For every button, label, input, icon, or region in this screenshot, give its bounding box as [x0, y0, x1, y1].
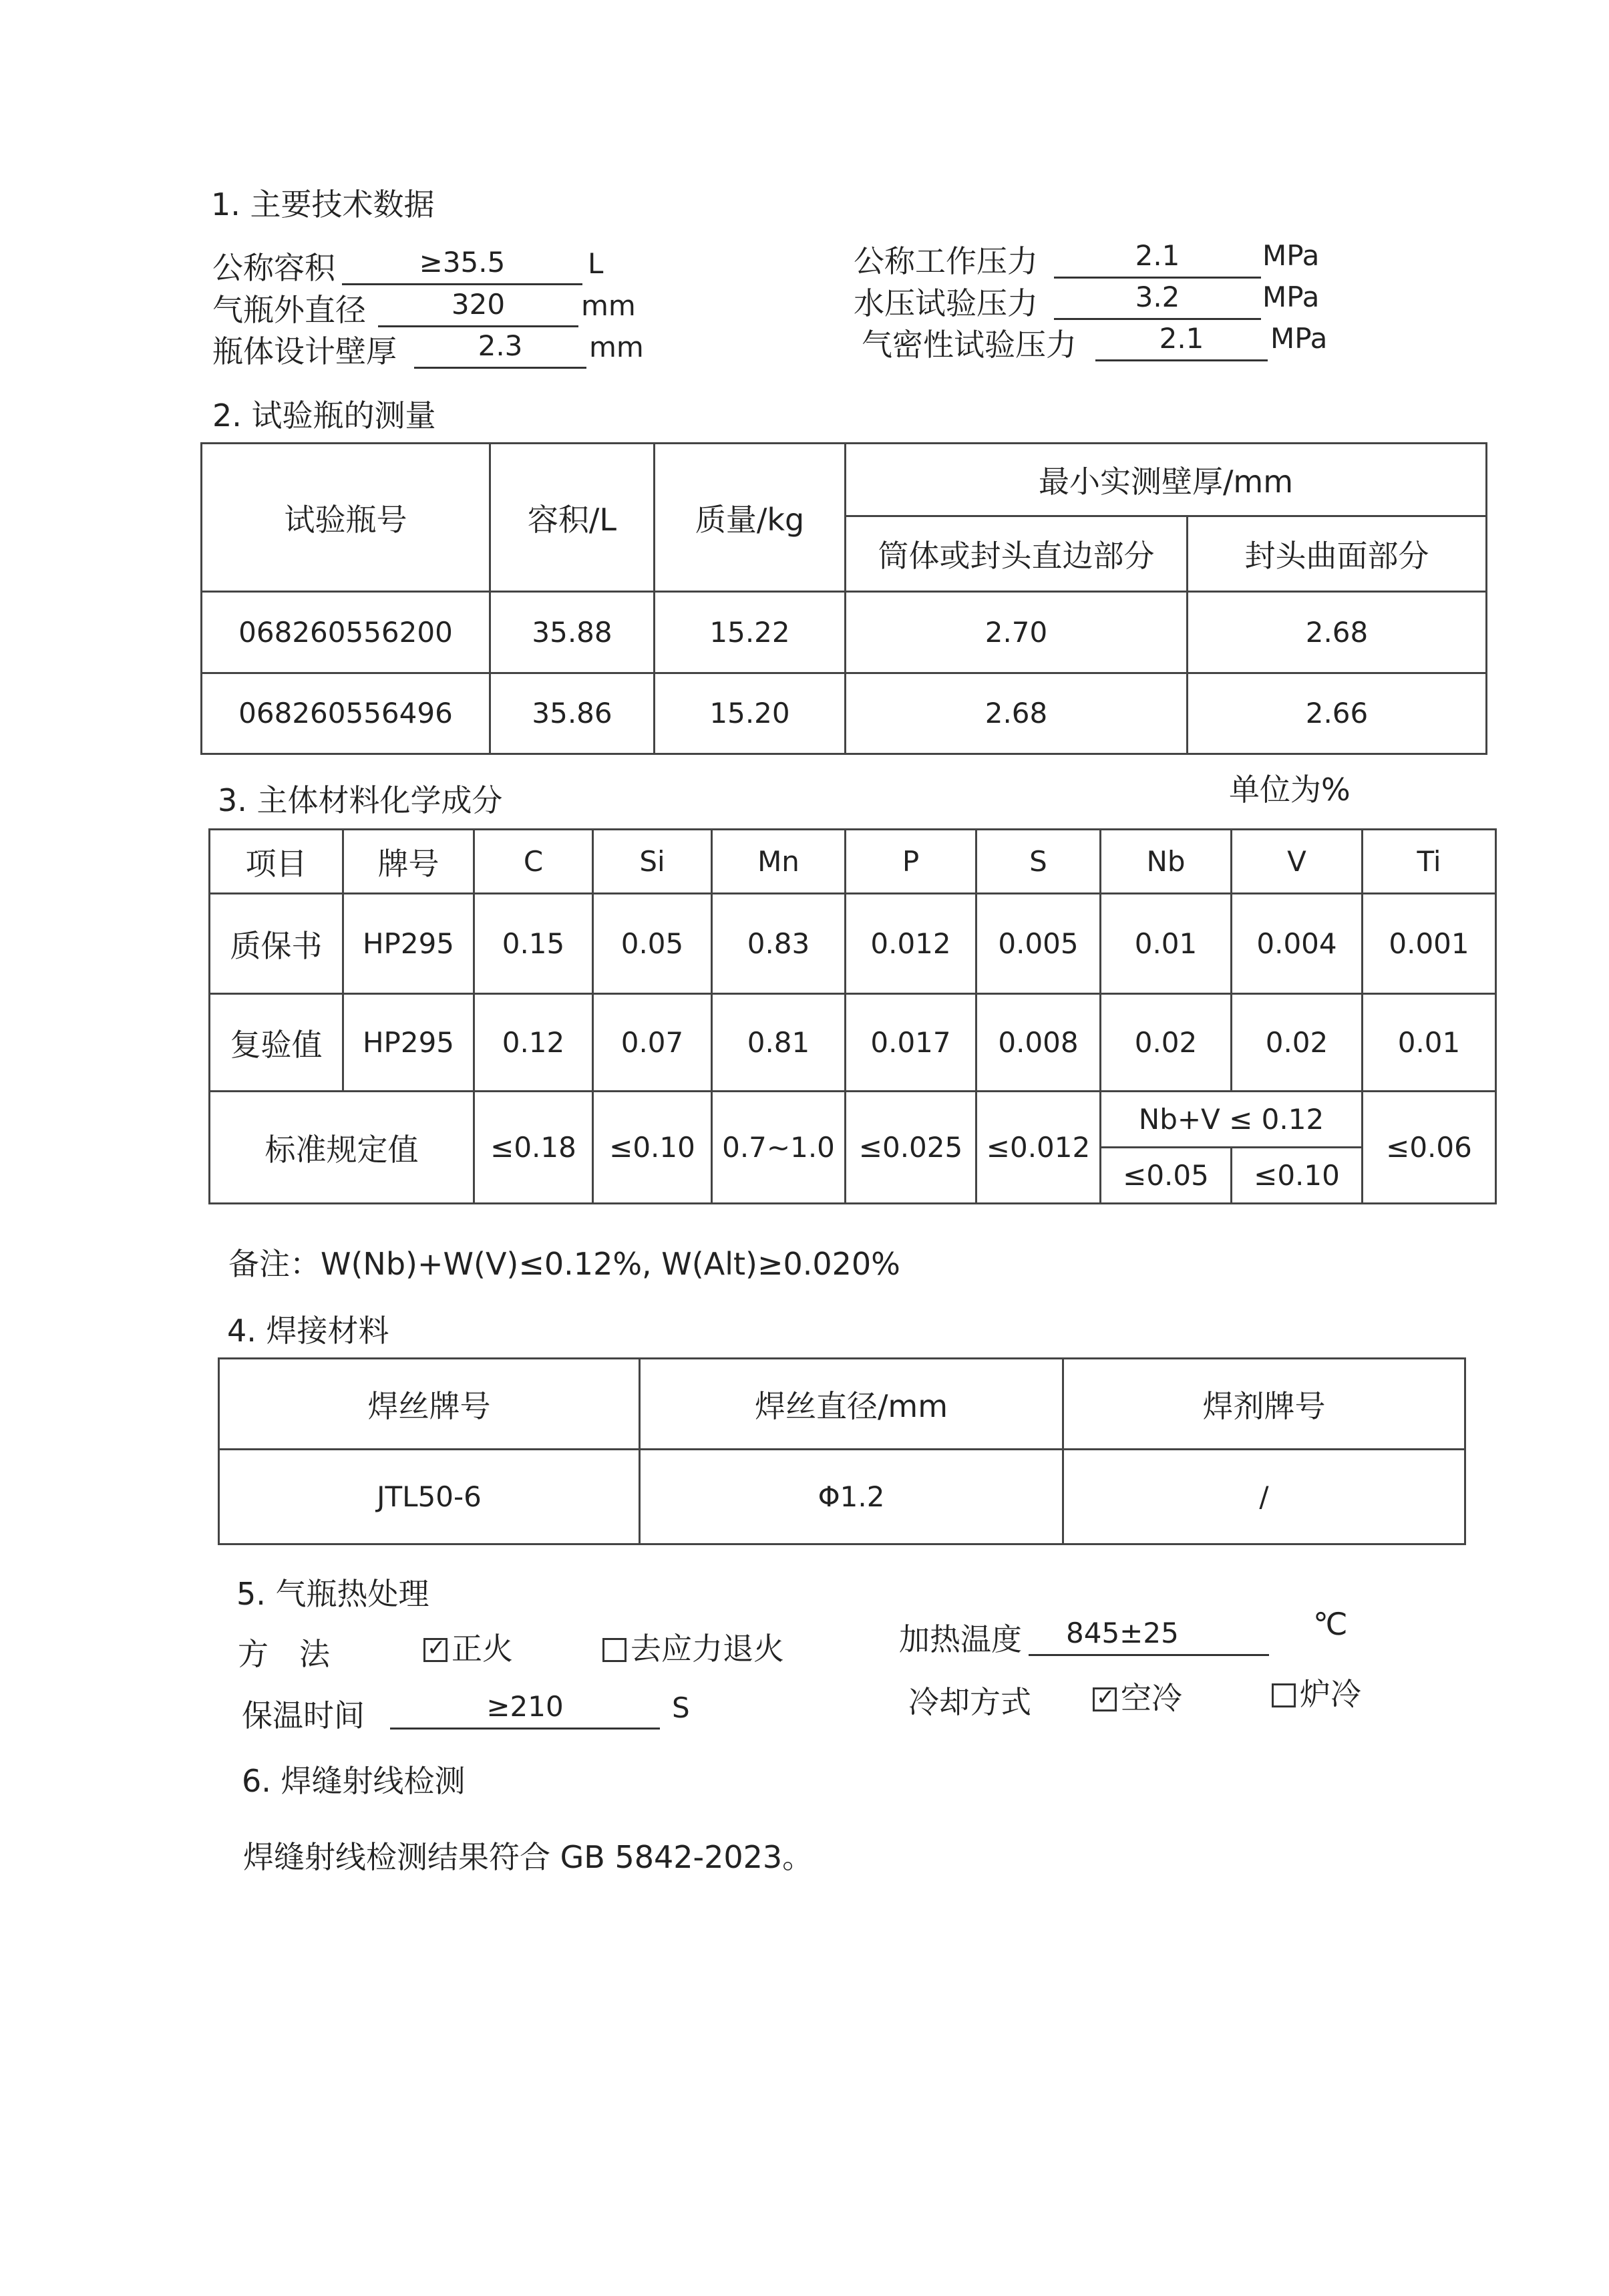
nominal-volume-value: ≥35.5	[342, 246, 582, 285]
section5-title: 5. 气瓶热处理	[236, 1576, 429, 1612]
header-ti: Ti	[1363, 830, 1496, 894]
standard-nb: ≤0.05	[1101, 1148, 1232, 1204]
header-mass: 质量/kg	[655, 444, 846, 592]
standard-nb-v: Nb+V ≤ 0.12	[1101, 1092, 1363, 1148]
method-label: 方 法	[238, 1636, 330, 1672]
section1-title: 1. 主要技术数据	[211, 186, 435, 222]
cylinder-mass: 15.20	[655, 673, 846, 754]
header-volume: 容积/L	[490, 444, 655, 592]
standard-p: ≤0.025	[846, 1092, 976, 1204]
header-min-wall: 最小实测壁厚/mm	[846, 444, 1487, 516]
cylinder-no: 068260556200	[202, 592, 490, 673]
option-air-cool	[1093, 1674, 1182, 1718]
header-wire-diameter: 焊丝直径/mm	[640, 1359, 1063, 1450]
header-grade: 牌号	[343, 830, 474, 894]
value-s: 0.005	[976, 894, 1101, 994]
header-curved-part: 封头曲面部分	[1188, 516, 1487, 592]
heat-temp-unit: ℃	[1313, 1606, 1348, 1642]
test-cylinder-table	[200, 442, 1487, 755]
checkbox-checked-icon	[1093, 1687, 1117, 1711]
standard-si: ≤0.10	[593, 1092, 712, 1204]
design-wall-unit: mm	[589, 331, 644, 363]
leak-pressure-label: 气密性试验压力	[862, 327, 1077, 363]
value-v: 0.02	[1232, 994, 1363, 1092]
header-nb: Nb	[1101, 830, 1232, 894]
nominal-volume-label: 公称容积	[212, 250, 335, 286]
heat-temp-label: 加热温度	[899, 1621, 1022, 1657]
radiography-result: 焊缝射线检测结果符合 GB 5842-2023。	[243, 1839, 814, 1875]
working-pressure-label: 公称工作压力	[854, 243, 1038, 279]
header-flux-grade: 焊剂牌号	[1063, 1359, 1465, 1450]
header-p: P	[846, 830, 976, 894]
wall-curved: 2.68	[1188, 592, 1487, 673]
value-c: 0.15	[474, 894, 593, 994]
value-v: 0.004	[1232, 894, 1363, 994]
wall-straight: 2.70	[846, 592, 1188, 673]
standard-mn: 0.7~1.0	[712, 1092, 846, 1204]
table-row	[202, 592, 1487, 673]
furnace-cool-label: 炉冷	[1300, 1676, 1361, 1712]
hold-time-value: ≥210	[390, 1690, 660, 1730]
value-mn: 0.81	[712, 994, 846, 1092]
checkbox-unchecked-icon	[602, 1638, 627, 1662]
value-p: 0.017	[846, 994, 976, 1092]
hold-time-unit: S	[672, 1691, 690, 1724]
unit-note: 单位为%	[1229, 772, 1351, 808]
value-mn: 0.83	[712, 894, 846, 994]
standard-label: 标准规定值	[210, 1092, 474, 1204]
standard-c: ≤0.18	[474, 1092, 593, 1204]
standard-s: ≤0.012	[976, 1092, 1101, 1204]
header-v: V	[1232, 830, 1363, 894]
cooling-label: 冷却方式	[908, 1684, 1031, 1720]
checkbox-unchecked-icon	[1272, 1683, 1296, 1707]
working-pressure-value: 2.1	[1054, 239, 1261, 279]
header-c: C	[474, 830, 593, 894]
value-p: 0.012	[846, 894, 976, 994]
option-furnace-cool	[1272, 1670, 1361, 1714]
value-ti: 0.001	[1363, 894, 1496, 994]
design-wall-value: 2.3	[414, 329, 586, 369]
value-ti: 0.01	[1363, 994, 1496, 1092]
normalize-label: 正火	[452, 1631, 513, 1667]
hydro-pressure-value: 3.2	[1054, 281, 1261, 320]
table-row	[202, 673, 1487, 754]
header-mn: Mn	[712, 830, 846, 894]
value-nb: 0.01	[1101, 894, 1232, 994]
value-s: 0.008	[976, 994, 1101, 1092]
air-cool-label: 空冷	[1121, 1680, 1182, 1716]
outer-diameter-label: 气瓶外直径	[212, 292, 366, 328]
wall-straight: 2.68	[846, 673, 1188, 754]
welding-material-table	[218, 1357, 1466, 1545]
table-row	[210, 1092, 1496, 1148]
flux-grade: /	[1063, 1450, 1465, 1544]
hydro-pressure-unit: MPa	[1262, 281, 1320, 313]
value-si: 0.07	[593, 994, 712, 1092]
chemical-composition-table	[208, 828, 1497, 1204]
value-c: 0.12	[474, 994, 593, 1092]
table-row	[210, 994, 1496, 1092]
section3-title: 3. 主体材料化学成分	[218, 782, 503, 818]
cylinder-no: 068260556496	[202, 673, 490, 754]
option-normalize	[423, 1625, 513, 1669]
header-s: S	[976, 830, 1101, 894]
checkbox-checked-icon	[423, 1638, 448, 1662]
outer-diameter-unit: mm	[581, 289, 636, 322]
stress-relief-label: 去应力退火	[631, 1631, 784, 1667]
leak-pressure-value: 2.1	[1095, 322, 1268, 361]
section6-title: 6. 焊缝射线检测	[242, 1763, 466, 1799]
header-wire-grade: 焊丝牌号	[219, 1359, 640, 1450]
grade: HP295	[343, 994, 474, 1092]
wire-grade: JTL50-6	[219, 1450, 640, 1544]
section4-title: 4. 焊接材料	[227, 1313, 389, 1349]
header-cylinder-no: 试验瓶号	[202, 444, 490, 592]
row-label: 质保书	[210, 894, 343, 994]
table-row	[219, 1450, 1465, 1544]
standard-ti: ≤0.06	[1363, 1092, 1496, 1204]
header-item: 项目	[210, 830, 343, 894]
header-straight-part: 筒体或封头直边部分	[846, 516, 1188, 592]
cylinder-volume: 35.88	[490, 592, 655, 673]
grade: HP295	[343, 894, 474, 994]
standard-v: ≤0.10	[1232, 1148, 1363, 1204]
value-si: 0.05	[593, 894, 712, 994]
section2-title: 2. 试验瓶的测量	[212, 397, 436, 434]
remark: 备注：W(Nb)+W(V)≤0.12%, W(Alt)≥0.020%	[228, 1246, 900, 1282]
cylinder-volume: 35.86	[490, 673, 655, 754]
option-stress-relief	[602, 1625, 784, 1669]
outer-diameter-value: 320	[378, 288, 578, 327]
header-si: Si	[593, 830, 712, 894]
wire-diameter: Φ1.2	[640, 1450, 1063, 1544]
design-wall-label: 瓶体设计壁厚	[212, 333, 397, 369]
working-pressure-unit: MPa	[1262, 239, 1320, 272]
wall-curved: 2.66	[1188, 673, 1487, 754]
hydro-pressure-label: 水压试验压力	[854, 285, 1038, 321]
row-label: 复验值	[210, 994, 343, 1092]
leak-pressure-unit: MPa	[1270, 322, 1328, 355]
nominal-volume-unit: L	[588, 247, 604, 280]
heat-temp-value: 845±25	[1029, 1617, 1269, 1656]
cylinder-mass: 15.22	[655, 592, 846, 673]
value-nb: 0.02	[1101, 994, 1232, 1092]
hold-time-label: 保温时间	[242, 1697, 365, 1734]
table-row	[210, 894, 1496, 994]
